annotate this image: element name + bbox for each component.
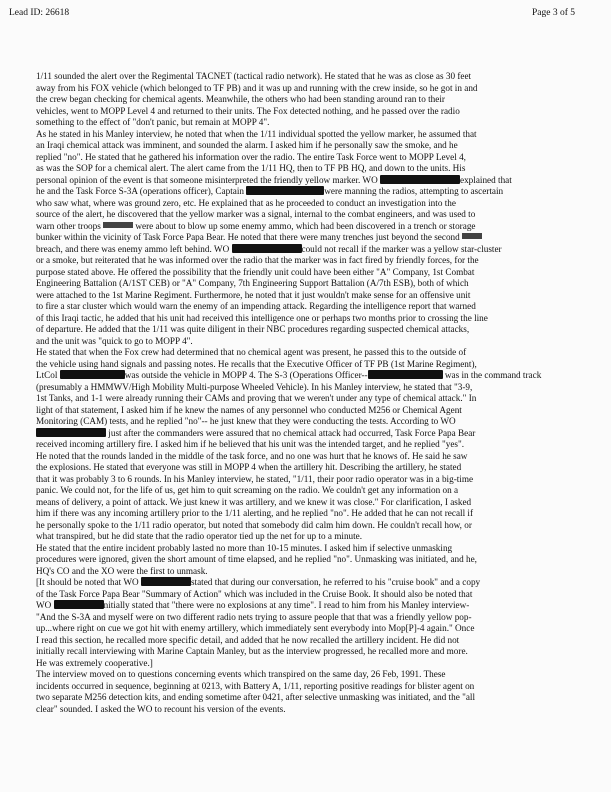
text-segment: As he stated in his Manley interview, he noted that when the 1/11 individual spotted the yellow marker, he assumed that: [36, 128, 477, 139]
text-segment: "And the S-3A and myself were on two different radio nets trying to assure people that that was a friendly yellow pop-: [36, 611, 472, 622]
text-line: [36, 359, 581, 371]
text-segment: received incoming artillery fire. I asked him if he believed that his unit was the intended target, and he replied "yes".: [36, 439, 465, 449]
text-segment: 1/11 sounded the alert over the Regimental TACNET (tactical radio network). He stated that he was as close as 30 feet: [36, 71, 472, 81]
text-line: [36, 83, 581, 95]
text-segment: breach, and there was enemy ammo left behind. WO: [36, 243, 232, 254]
text-line: [36, 94, 581, 106]
document-body: [36, 71, 581, 715]
text-line: [36, 439, 581, 451]
text-line: [36, 474, 581, 486]
redaction-bar: [54, 600, 104, 609]
text-segment: WO: [36, 600, 54, 610]
text-segment: two separate M256 detection kits, and ending sometime after 0421, after selective unmasking was initiated, and the "all: [36, 692, 476, 702]
text-segment: explained that: [460, 174, 512, 185]
redaction-bar: [380, 175, 460, 184]
text-segment: him if there was any incoming artillery prior to the 1/11 alerting, and he replied "no". He added that he can not recall if: [36, 508, 474, 518]
text-segment: He was extremely cooperative.]: [36, 657, 153, 668]
text-line: [36, 692, 581, 704]
text-segment: the explosions. He stated that everyone was still in MOPP 4 when the artillery hit. Describing the artillery, he stated: [36, 462, 462, 472]
text-segment: clear" sounded. I asked the WO to recount his version of the events.: [36, 703, 286, 714]
text-segment: away from his FOX vehicle (which belonged to TF PB) and it was up and running with the crew inside, so he got in and: [36, 82, 478, 93]
text-segment: I read this section, he recalled more specific detail, and added that he now recalled the artillery incident. He did not: [36, 634, 460, 645]
text-segment: He noted that the rounds landed in the middle of the task force, and no one was hurt that he knows of. He said he saw: [36, 450, 468, 461]
text-line: [36, 704, 581, 716]
text-segment: was outside the vehicle in MOPP 4. The S-3 (Operations Officer--: [124, 370, 368, 380]
text-line: [36, 612, 581, 624]
text-line: [36, 393, 581, 405]
text-line: [36, 244, 581, 256]
text-line: [36, 589, 581, 601]
text-line: [36, 175, 581, 187]
text-segment: 1st Tanks, and 1-1 were already running their CAMs and proving that we weren't under any type of chemical attack." In: [36, 393, 477, 403]
text-segment: were manning the radios, attempting to ascertain: [324, 186, 504, 196]
text-line: [36, 152, 581, 164]
text-segment: panic. We could not, for the life of us, get him to quit screaming on the radio. We couldn't get any information on a: [36, 485, 459, 495]
text-segment: warn other troops: [36, 220, 104, 231]
text-segment: of departure. He added that the 1/11 was quite diligent in their NBC procedures regarding suspected chemical attacks,: [36, 324, 470, 334]
text-line: [36, 140, 581, 152]
redaction-bar: [368, 370, 443, 379]
text-line: [36, 508, 581, 520]
text-segment: He stated that the entire incident probably lasted no more than 10-15 minutes. I asked him if selective unmasking: [36, 542, 453, 553]
text-line: [36, 658, 581, 670]
text-line: [36, 336, 581, 348]
text-segment: or a smoke, but reiterated that he was informed over the radio that the marker was in fact fired by friendly forces, for the: [36, 255, 479, 265]
redaction-bar: [141, 577, 191, 586]
text-segment: and the unit was "quick to go to MOPP 4".: [36, 335, 193, 346]
text-segment: what transpired, but he did state that the radio operator tied up the net for up to a minute.: [36, 531, 363, 541]
text-segment: of the Task Force Papa Bear "Summary of Action" which was included in the Cruise Book. It should also be noted that: [36, 588, 473, 599]
text-line: [36, 497, 581, 509]
text-segment: LtCol: [36, 370, 60, 380]
redaction-bar: [36, 428, 106, 437]
text-segment: were attached to the 1st Marine Regiment. Furthermore, he noted that it just wouldn't make sense for an offensive unit: [36, 289, 471, 300]
text-line: [36, 129, 581, 141]
text-line: [36, 566, 581, 578]
text-segment: light of that statement, I asked him if he knew the names of any personnel who conducted M256 or Chemical Agent: [36, 404, 462, 415]
text-segment: to fire a star cluster which would warn the enemy of an impending attack. Regarding the intelligence report that warned: [36, 301, 476, 311]
text-line: [36, 382, 581, 394]
text-segment: as was the SOP for a chemical alert. The alert came from the 1/11 HQ, then to TF PB HQ, and down to the units. His: [36, 163, 466, 173]
text-line: [36, 71, 581, 83]
text-line: [36, 635, 581, 647]
text-line: [36, 531, 581, 543]
text-line: [36, 347, 581, 359]
text-segment: who saw what, where was ground zero, etc. He explained that as he proceeded to conduct an investigation into the: [36, 197, 456, 208]
text-line: [36, 485, 581, 497]
text-segment: incidents occurred in sequence, beginning at 0213, with Battery A, 1/11, reporting positive readings for blister agent on: [36, 680, 475, 691]
text-line: [36, 324, 581, 336]
text-line: [36, 313, 581, 325]
text-segment: source of the alert, he discovered that the yellow marker was a signal, internal to the combat engineers, and was used to: [36, 209, 476, 219]
text-line: [36, 278, 581, 290]
text-line: [36, 623, 581, 635]
text-line: [36, 290, 581, 302]
text-line: [36, 428, 581, 440]
text-segment: HQ's CO and the XO were the first to unmask.: [36, 565, 208, 576]
text-line: [36, 221, 581, 233]
text-line: [36, 416, 581, 428]
text-segment: He stated that when the Fox crew had determined that no chemical agent was present, he passed this to the outside of: [36, 347, 467, 357]
text-segment: was in the command track: [442, 370, 542, 380]
page-number: Page 3 of 5: [532, 8, 576, 18]
redaction-bar: [232, 244, 302, 253]
text-segment: that it was probably 3 to 6 rounds. In his Manley interview, he stated, "1/11, their poor radio operator was in a big-time: [36, 473, 474, 484]
text-segment: vehicles, went to MOPP Level 4 and returned to their units. The Fox detected nothing, and he passed over the radio: [36, 105, 460, 116]
text-segment: initially recall interviewing with Marine Captain Manley, but as the interview progressed, he recalled more and more.: [36, 646, 468, 656]
text-line: [36, 554, 581, 566]
text-segment: could not recall if the marker was a yellow star-cluster: [301, 243, 502, 254]
text-segment: nitially stated that "there were no explosions at any time". I read to him from his Manley interview-: [103, 600, 470, 610]
text-line: [36, 451, 581, 463]
text-line: [36, 209, 581, 221]
text-line: [36, 267, 581, 279]
text-line: [36, 232, 581, 244]
text-segment: replied "no". He stated that he gathered his information over the radio. The entire Task Force went to MOPP Level 4,: [36, 151, 466, 162]
text-line: [36, 198, 581, 210]
scan-smudge: [103, 222, 133, 228]
text-line: [36, 301, 581, 313]
text-line: [36, 255, 581, 267]
scan-smudge: [462, 233, 482, 239]
text-segment: of this Iraqi tactic, he added that his unit had received this intelligence one or perhaps two months prior to crossing the line: [36, 312, 488, 323]
text-line: [36, 405, 581, 417]
text-line: [36, 543, 581, 555]
lead-id: Lead ID: 26618: [9, 8, 70, 18]
text-line: [36, 681, 581, 693]
text-segment: the vehicle using hand signals and passing notes. He recalls that the Executive Officer of TF PB (1st Marine Regiment),: [36, 358, 477, 369]
text-segment: up...where right on cue we got hit with enemy artillery, which immediately sent everybody into Mop[P]-4 again." Once: [36, 623, 475, 633]
text-segment: bunker within the vicinity of Task Force Papa Bear. He noted that there were many trenches just beyond the second: [36, 232, 463, 242]
text-line: [36, 646, 581, 658]
text-segment: procedures were ignored, given the short amount of time elapsed, and he replied "no". Unmasking was initiated, and he,: [36, 554, 477, 564]
text-segment: means of delivery, a point of attack. We just knew it was artillery, and we knew it was close." For clarification, I asked: [36, 496, 472, 507]
text-line: [36, 462, 581, 474]
text-segment: were about to blow up some enemy ammo, which had been discovered in a trench or storage: [133, 220, 476, 231]
text-segment: (presumably a HMMWV/High Mobility Multi-purpose Wheeled Vehicle). In his Manley interview, he stated that "3-9,: [36, 381, 473, 392]
text-line: [36, 117, 581, 129]
text-segment: personal opinion of the event is that someone misinterpreted the friendly yellow marker. WO: [36, 174, 381, 185]
text-segment: Monitoring (CAM) tests, and he replied "no"-- he just knew that they were conducting the tests. According to WO: [36, 416, 456, 426]
text-segment: purpose stated above. He offered the possibility that the friendly unit could have been either "A" Company, 1st Combat: [36, 266, 475, 277]
text-segment: he and the Task Force S-3A (operations officer), Captain: [36, 186, 247, 196]
text-line: [36, 600, 581, 612]
text-line: [36, 577, 581, 589]
text-segment: Engineering Battalion (A/1ST CEB) or "A" Company, 7th Engineering Support Battalion (A/7th ESB), both of which: [36, 278, 469, 288]
text-segment: he personally spoke to the 1/11 radio operator, but noted that somebody did calm him down. He couldn't recall how, or: [36, 519, 472, 530]
text-segment: something to the effect of "don't panic, but remain at MOPP 4".: [36, 117, 270, 127]
text-line: [36, 186, 581, 198]
text-segment: stated that during our conversation, he referred to his "cruise book" and a copy: [190, 577, 481, 587]
text-line: [36, 106, 581, 118]
text-line: [36, 520, 581, 532]
redaction-bar: [60, 370, 125, 379]
text-line: [36, 370, 581, 382]
text-segment: an Iraqi chemical attack was imminent, and sounded the alarm. I asked him if he personally saw the smoke, and he: [36, 140, 458, 150]
text-line: [36, 163, 581, 175]
text-segment: The interview moved on to questions concerning events which transpired on the same day, 26 Feb, 1991. These: [36, 669, 446, 679]
text-segment: just after the commanders were assured that no chemical attack had occurred, Task Force Papa Bear: [106, 427, 476, 438]
text-line: [36, 669, 581, 681]
redaction-bar: [246, 186, 324, 195]
text-segment: the crew began checking for chemical agents. Meanwhile, the others who had been standing around ran to their: [36, 94, 445, 104]
text-segment: [It should be noted that WO: [36, 577, 141, 587]
